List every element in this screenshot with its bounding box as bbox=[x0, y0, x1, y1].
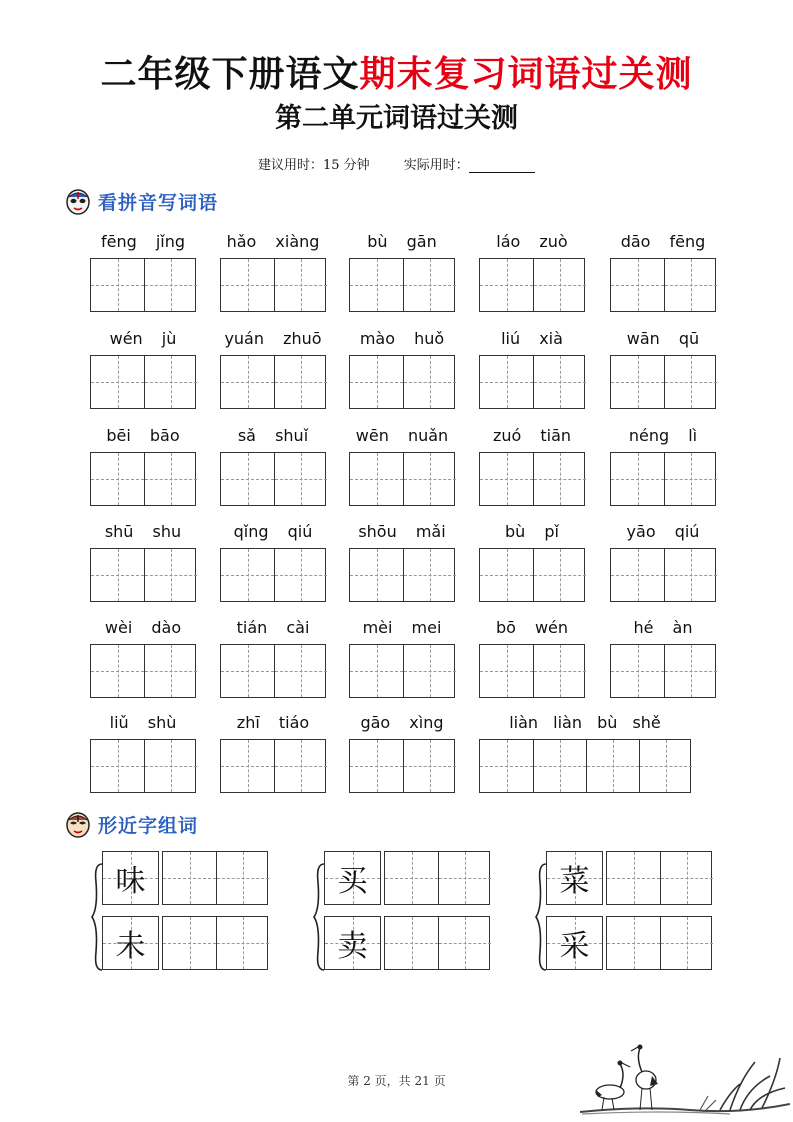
crane-ink-decoration bbox=[580, 1040, 790, 1116]
opera-mask-icon bbox=[64, 187, 92, 215]
writing-cell[interactable] bbox=[611, 453, 664, 505]
writing-cell[interactable] bbox=[144, 356, 197, 408]
writing-cell[interactable] bbox=[611, 356, 664, 408]
writing-cell[interactable] bbox=[533, 549, 586, 601]
writing-cell[interactable] bbox=[91, 740, 144, 792]
writing-cell[interactable] bbox=[350, 259, 403, 311]
writing-cell[interactable] bbox=[221, 740, 274, 792]
pinyin-label: shū shu bbox=[104, 522, 182, 541]
pinyin-label: láo zuò bbox=[496, 232, 568, 251]
tianzige-box[interactable] bbox=[349, 355, 455, 409]
pinyin-label: bō wén bbox=[495, 618, 569, 637]
writing-cell[interactable] bbox=[221, 549, 274, 601]
writing-cell[interactable] bbox=[144, 259, 197, 311]
pinyin-label: hǎo xiàng bbox=[226, 232, 320, 251]
similar-char: 未 bbox=[115, 929, 146, 964]
writing-cell[interactable] bbox=[660, 917, 713, 969]
similar-char: 味 bbox=[115, 864, 146, 899]
similar-char: 采 bbox=[559, 929, 590, 964]
writing-cell[interactable] bbox=[403, 356, 456, 408]
writing-cell[interactable] bbox=[91, 549, 144, 601]
pinyin-label: néng lì bbox=[628, 426, 698, 445]
pinyin-label: liú xià bbox=[501, 329, 563, 348]
pinyin-label: wān qū bbox=[626, 329, 700, 348]
writing-cell[interactable] bbox=[403, 453, 456, 505]
writing-cell[interactable] bbox=[274, 549, 327, 601]
writing-cell[interactable] bbox=[480, 740, 533, 792]
section-similar-chars-title: 形近字组词 bbox=[98, 814, 199, 837]
pinyin-label: wēn nuǎn bbox=[355, 426, 449, 445]
similar-char-box bbox=[546, 851, 603, 905]
similar-char: 菜 bbox=[559, 864, 590, 899]
tianzige-box[interactable] bbox=[610, 452, 716, 506]
writing-cell[interactable] bbox=[586, 740, 639, 792]
tianzige-box[interactable] bbox=[610, 355, 716, 409]
writing-cell[interactable] bbox=[664, 356, 717, 408]
actual-time-blank[interactable] bbox=[469, 160, 535, 173]
similar-char-box bbox=[546, 916, 603, 970]
writing-cell[interactable] bbox=[350, 740, 403, 792]
tianzige-box[interactable] bbox=[479, 355, 585, 409]
writing-cell[interactable] bbox=[91, 356, 144, 408]
writing-cell[interactable] bbox=[385, 852, 438, 904]
writing-cell[interactable] bbox=[660, 852, 713, 904]
pinyin-label: zhī tiáo bbox=[236, 713, 310, 732]
writing-cell[interactable] bbox=[403, 259, 456, 311]
writing-cell[interactable] bbox=[91, 259, 144, 311]
page-title bbox=[0, 46, 793, 97]
tianzige-box[interactable] bbox=[610, 644, 716, 698]
tianzige-box[interactable] bbox=[349, 644, 455, 698]
writing-cell[interactable] bbox=[664, 453, 717, 505]
pinyin-label: sǎ shuǐ bbox=[237, 426, 309, 445]
tianzige-box[interactable] bbox=[220, 739, 326, 793]
writing-cell[interactable] bbox=[639, 740, 692, 792]
tianzige-box[interactable] bbox=[220, 258, 326, 312]
title-red-part: 期末复习词语过关测 bbox=[359, 53, 693, 95]
writing-cell[interactable] bbox=[403, 645, 456, 697]
tianzige-box[interactable] bbox=[349, 452, 455, 506]
writing-cell[interactable] bbox=[144, 740, 197, 792]
writing-cell[interactable] bbox=[350, 645, 403, 697]
pinyin-label: qǐng qiú bbox=[233, 522, 313, 541]
tianzige-box[interactable] bbox=[349, 258, 455, 312]
tianzige-box[interactable] bbox=[349, 548, 455, 602]
writing-cell[interactable] bbox=[350, 549, 403, 601]
writing-cell[interactable] bbox=[480, 259, 533, 311]
writing-cell[interactable] bbox=[144, 645, 197, 697]
tianzige-box[interactable] bbox=[90, 452, 196, 506]
pinyin-label: tián cài bbox=[236, 618, 310, 637]
writing-cell[interactable] bbox=[533, 453, 586, 505]
tianzige-box[interactable] bbox=[90, 548, 196, 602]
page-subtitle: 第二单元词语过关测 bbox=[275, 103, 518, 134]
writing-cell[interactable] bbox=[611, 549, 664, 601]
writing-cell[interactable] bbox=[221, 645, 274, 697]
similar-char: 买 bbox=[337, 864, 368, 899]
writing-cell[interactable] bbox=[221, 259, 274, 311]
writing-cell[interactable] bbox=[533, 356, 586, 408]
tianzige-box[interactable] bbox=[162, 851, 268, 905]
similar-char-box bbox=[324, 916, 381, 970]
pinyin-label: shōu mǎi bbox=[358, 522, 446, 541]
tianzige-box[interactable] bbox=[606, 851, 712, 905]
tianzige-box[interactable] bbox=[90, 644, 196, 698]
tianzige-box[interactable] bbox=[384, 851, 490, 905]
similar-char: 卖 bbox=[337, 929, 368, 964]
pinyin-label: liǔ shù bbox=[109, 713, 177, 732]
tianzige-box[interactable] bbox=[220, 644, 326, 698]
writing-cell[interactable] bbox=[664, 645, 717, 697]
suggested-time: 建议用时：15 分钟 bbox=[258, 158, 370, 173]
writing-cell[interactable] bbox=[438, 852, 491, 904]
writing-cell[interactable] bbox=[221, 356, 274, 408]
pinyin-label: dāo fēng bbox=[620, 232, 706, 251]
writing-cell[interactable] bbox=[163, 852, 216, 904]
writing-cell[interactable] bbox=[274, 740, 327, 792]
writing-cell[interactable] bbox=[480, 453, 533, 505]
tianzige-box[interactable] bbox=[384, 916, 490, 970]
tianzige-box[interactable] bbox=[479, 548, 585, 602]
pinyin-label: liàn liàn bù shě bbox=[509, 713, 661, 732]
tianzige-box[interactable] bbox=[90, 355, 196, 409]
tianzige-box[interactable] bbox=[220, 355, 326, 409]
writing-cell[interactable] bbox=[533, 645, 586, 697]
writing-cell[interactable] bbox=[480, 356, 533, 408]
section-pinyin-title: 看拼音写词语 bbox=[98, 191, 219, 214]
tianzige-box[interactable] bbox=[90, 739, 196, 793]
writing-cell[interactable] bbox=[144, 453, 197, 505]
writing-cell[interactable] bbox=[611, 645, 664, 697]
tianzige-box[interactable] bbox=[220, 548, 326, 602]
pinyin-label: mào huǒ bbox=[359, 329, 445, 348]
writing-cell[interactable] bbox=[274, 453, 327, 505]
writing-cell[interactable] bbox=[438, 917, 491, 969]
writing-cell[interactable] bbox=[664, 259, 717, 311]
tianzige-box[interactable] bbox=[479, 739, 691, 793]
writing-cell[interactable] bbox=[533, 259, 586, 311]
tianzige-box[interactable] bbox=[479, 644, 585, 698]
writing-cell[interactable] bbox=[664, 549, 717, 601]
similar-char-box bbox=[324, 851, 381, 905]
writing-cell[interactable] bbox=[91, 453, 144, 505]
tianzige-box[interactable] bbox=[220, 452, 326, 506]
writing-cell[interactable] bbox=[611, 259, 664, 311]
tianzige-box[interactable] bbox=[479, 258, 585, 312]
pinyin-label: fēng jǐng bbox=[100, 232, 186, 251]
timing-line bbox=[258, 154, 535, 173]
pinyin-label: bù pǐ bbox=[505, 522, 559, 541]
writing-cell[interactable] bbox=[274, 356, 327, 408]
writing-cell[interactable] bbox=[144, 549, 197, 601]
writing-cell[interactable] bbox=[216, 917, 269, 969]
writing-cell[interactable] bbox=[274, 259, 327, 311]
writing-cell[interactable] bbox=[385, 917, 438, 969]
pinyin-label: bù gān bbox=[367, 232, 437, 251]
writing-cell[interactable] bbox=[216, 852, 269, 904]
actual-time-label: 实际用时： bbox=[403, 158, 469, 173]
pinyin-label: yāo qiú bbox=[626, 522, 700, 541]
writing-cell[interactable] bbox=[350, 453, 403, 505]
title-black-part: 二年级下册语文 bbox=[100, 53, 360, 95]
writing-cell[interactable] bbox=[480, 645, 533, 697]
writing-cell[interactable] bbox=[533, 740, 586, 792]
tianzige-box[interactable] bbox=[610, 548, 716, 602]
writing-cell[interactable] bbox=[480, 549, 533, 601]
similar-char-box bbox=[102, 851, 159, 905]
page-footer: 第 2 页，共 21 页 bbox=[347, 1074, 446, 1088]
tianzige-box[interactable] bbox=[162, 916, 268, 970]
writing-cell[interactable] bbox=[350, 356, 403, 408]
tianzige-box[interactable] bbox=[90, 258, 196, 312]
pinyin-label: wén jù bbox=[109, 329, 177, 348]
pinyin-label: zuó tiān bbox=[492, 426, 572, 445]
section-pinyin-header bbox=[64, 186, 218, 216]
writing-cell[interactable] bbox=[607, 852, 660, 904]
pinyin-label: yuán zhuō bbox=[224, 329, 322, 348]
section-similar-chars-header bbox=[64, 809, 198, 839]
writing-cell[interactable] bbox=[403, 549, 456, 601]
writing-cell[interactable] bbox=[221, 453, 274, 505]
tianzige-box[interactable] bbox=[610, 258, 716, 312]
tianzige-box[interactable] bbox=[479, 452, 585, 506]
writing-cell[interactable] bbox=[403, 740, 456, 792]
tianzige-box[interactable] bbox=[606, 916, 712, 970]
pinyin-label: hé àn bbox=[633, 618, 693, 637]
writing-cell[interactable] bbox=[91, 645, 144, 697]
writing-cell[interactable] bbox=[163, 917, 216, 969]
similar-char-box bbox=[102, 916, 159, 970]
tianzige-box[interactable] bbox=[349, 739, 455, 793]
pinyin-label: wèi dào bbox=[104, 618, 182, 637]
pinyin-label: mèi mei bbox=[362, 618, 442, 637]
pinyin-label: gāo xìng bbox=[360, 713, 444, 732]
pinyin-label: bēi bāo bbox=[106, 426, 180, 445]
writing-cell[interactable] bbox=[274, 645, 327, 697]
writing-cell[interactable] bbox=[607, 917, 660, 969]
opera-mask-icon bbox=[64, 810, 92, 838]
